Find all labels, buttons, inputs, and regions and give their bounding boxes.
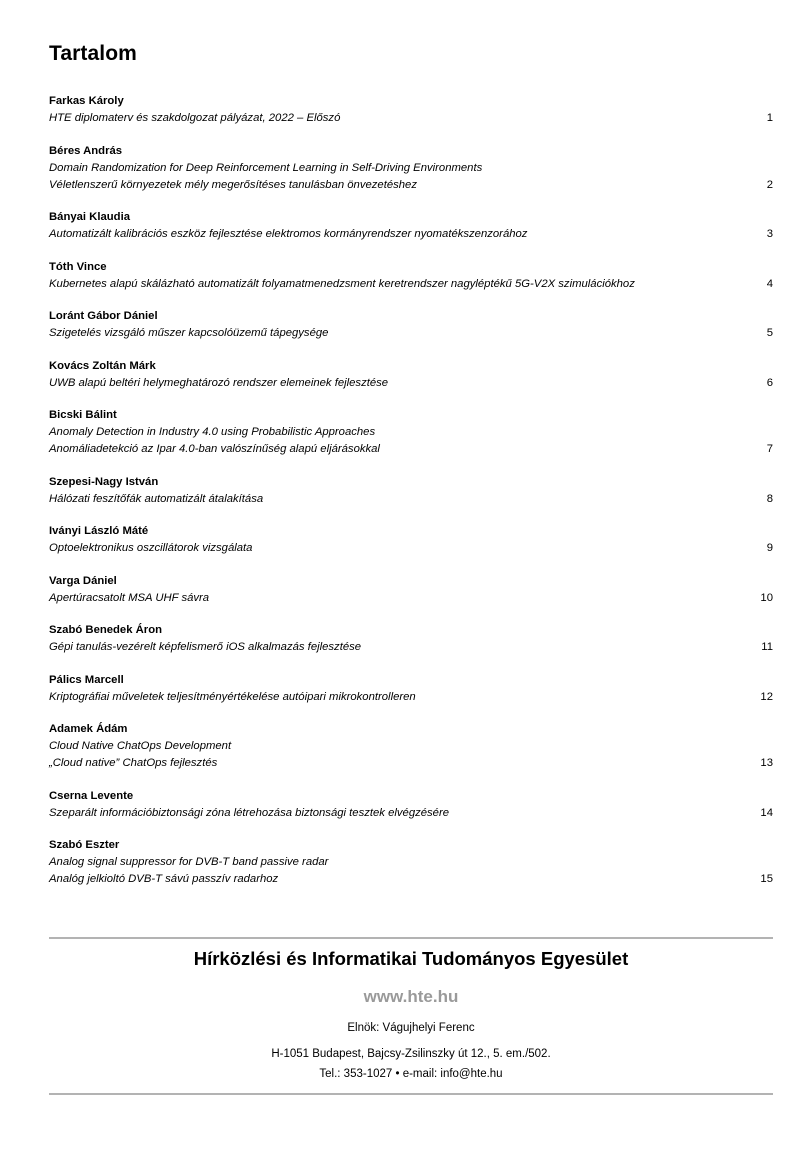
toc-author: Tóth Vince [49,260,107,273]
toc-title-line: Gépi tanulás-vezérelt képfelismerő iOS alkalmazás fejlesztése [49,641,362,653]
toc-title-line: Optoelektronikus oszcillátorok vizsgálata [49,542,253,554]
toc-author: Bányai Klaudia [49,211,130,223]
toc-entry[interactable] [49,308,773,342]
toc-title-line: Szigetelés vizsgáló műszer kapcsolóüzemű tápegysége [49,327,329,339]
toc-title-line: Anomaly Detection in Industry 4.0 using Probabilistic Approaches [49,426,376,438]
toc-author: Szepesi-Nagy István [49,475,159,488]
page-title: Tartalom [49,42,137,65]
toc-author: Szabó Benedek Áron [49,624,162,636]
toc-title-line: Anomáliadetekció az Ipar 4.0-ban valószínűség alapú eljárásokkal [49,443,380,455]
toc-title-line: Apertúracsatolt MSA UHF sávra [49,591,210,604]
toc-entry[interactable] [49,259,773,293]
toc-title-line: Analóg jelkioltó DVB-T sávú passzív radarhoz [49,873,279,885]
address-line: H-1051 Budapest, Bajcsy-Zsilinszky út 12., 5. em./502. [271,1048,551,1060]
toc-page-number: 11 [761,641,773,653]
toc-entry[interactable] [49,837,773,888]
toc-author: Loránt Gábor Dániel [49,310,158,322]
toc-page-number: 9 [766,542,773,554]
toc-title-line: Kriptográfiai műveletek teljesítményértékelése autóipari mikrokontrolleren [49,690,416,703]
toc-entry[interactable] [49,523,773,557]
toc-entry[interactable] [49,93,773,127]
toc-entry[interactable] [49,721,773,772]
toc-page-number: 14 [760,806,773,819]
contact-line: Tel.: 353-1027 • e-mail: info@hte.hu [319,1068,503,1080]
toc-author: Iványi László Máté [49,525,149,537]
president-line: Elnök: Vágujhelyi Ferenc [347,1022,475,1034]
toc-entry[interactable] [49,358,773,392]
toc-title-line: Automatizált kalibrációs eszköz fejlesztése elektromos kormányrendszer nyomatékszenzorához [49,228,528,240]
toc-title-line: Cloud Native ChatOps Development [49,740,232,752]
toc-page-number: 5 [766,327,773,339]
organization-name: Hírközlési és Informatikai Tudományos Egyesület [193,948,629,969]
toc-author: Pálics Marcell [49,673,124,686]
footer-divider-top [49,937,773,939]
toc-entry[interactable] [49,573,773,607]
toc-entry[interactable] [49,622,773,656]
toc-author: Kovács Zoltán Márk [49,359,156,372]
table-of-contents [49,93,773,904]
toc-page-number: 6 [766,376,773,389]
toc-title-line: UWB alapú beltéri helymeghatározó rendszer elemeinek fejlesztése [49,376,389,389]
toc-page-number: 8 [766,492,773,505]
toc-page-number: 13 [760,757,773,769]
toc-page-number: 12 [760,690,773,703]
toc-title-line: HTE diplomaterv és szakdolgozat pályázat, 2022 – Előszó [49,112,341,124]
toc-title-line: „Cloud native” ChatOps fejlesztés [49,757,218,769]
toc-title-line: Véletlenszerű környezetek mély megerősítéses tanulásban önvezetéshez [49,178,417,191]
toc-entry[interactable] [49,143,773,194]
toc-author: Szabó Eszter [49,839,120,851]
toc-author: Farkas Károly [49,95,124,107]
toc-page-number: 7 [766,443,773,455]
toc-page-number: 10 [760,591,773,604]
toc-title-line: Szeparált információbiztonsági zóna létrehozása biztonsági tesztek elvégzésére [49,806,450,819]
toc-page-number: 4 [766,277,773,290]
toc-entry[interactable] [49,788,773,822]
toc-title-line: Analog signal suppressor for DVB-T band passive radar [49,856,329,868]
toc-page-number: 15 [760,873,773,885]
toc-page-number: 1 [766,112,773,124]
footer-divider-bottom [49,1093,773,1095]
toc-author: Cserna Levente [49,789,134,802]
toc-entry[interactable] [49,672,773,706]
toc-author: Béres András [49,144,123,157]
toc-entry[interactable] [49,407,773,458]
toc-author: Bicski Bálint [49,409,117,421]
toc-title-line: Kubernetes alapú skálázható automatizált folyamatmenedzsment keretrendszer nagyléptékű 5G-V2X szimulációkhoz [49,277,635,290]
toc-entry[interactable] [49,209,773,243]
toc-title-line: Domain Randomization for Deep Reinforcement Learning in Self-Driving Environments [49,161,483,174]
toc-page-number: 2 [766,178,773,191]
toc-author: Adamek Ádám [49,723,128,735]
toc-entry[interactable] [49,474,773,508]
toc-title-line: Hálózati feszítőfák automatizált átalakítása [49,492,264,505]
website-link[interactable]: www.hte.hu [363,987,459,1006]
toc-author: Varga Dániel [49,574,117,587]
toc-page-number: 3 [766,228,773,240]
